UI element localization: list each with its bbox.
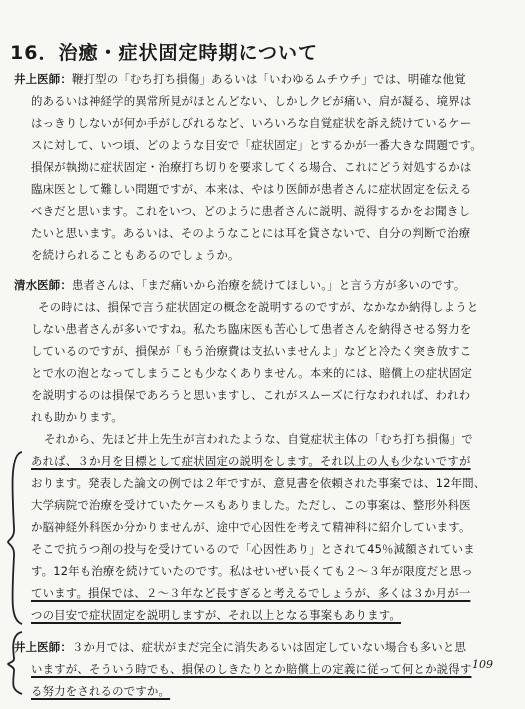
text-line: 損保が執拗に症状固定・治療打ち切りを要求してくる場合、これにどう対処するかは xyxy=(31,160,472,174)
text-line: スに対して、いつ頃、どのような目安で「症状固定」とするかが一番大きな問題です。 xyxy=(31,138,482,152)
handwritten-bracket-mark xyxy=(6,448,26,628)
text-line: 井上医師：鞭打型の「むち打ち損傷」あるいは「いわゆるムチウチ」では、明確な他覚 xyxy=(14,72,466,86)
text-line: べきだと思います。これをいつ、どのように患者さんに説明、説得するかをお聞きし xyxy=(31,204,471,218)
text-line: ています。損保では、２～３年など長すぎると考えるでしょうが、多くは３か月が一 xyxy=(31,586,471,600)
text-line: そこで抗うつ剤の投与を受けているので「心因性あり」とされて45％減額されていま xyxy=(31,542,475,556)
text-line: つの目安で症状固定を説明しますが、それ以上となる事案もあります。 xyxy=(31,608,401,622)
page-number: 109 xyxy=(472,658,493,671)
speaker-label: 井上医師： xyxy=(14,72,72,86)
text-line: はっきりしないが何か手がしびれるなど、いろいろな自覚症状を訴え続けているケー xyxy=(31,116,472,130)
speaker-label: 清水医師： xyxy=(14,278,72,292)
text-line: 清水医師：患者さんは、「まだ痛いから治療を続けてほしい。」と言う方が多いのです。 xyxy=(14,278,466,292)
handwritten-bracket-mark xyxy=(6,628,26,698)
text-line: たいと思います。あるいは、そのようなことには耳を貸さないで、自分の判断で治療 xyxy=(31,226,471,240)
speaker-label: 井上医師： xyxy=(14,640,72,654)
text-line: 井上医師：３か月では、症状がまだ完全に消失あるいは固定していない場合も多いと思 xyxy=(14,640,467,654)
text-line: あれば、３か月を目標として症状固定の説明をします。それ以上の人も少ないですが xyxy=(31,454,471,468)
section-title: 16．治癒・症状固定時期について xyxy=(10,42,319,64)
text-line: とで水の泡となってしまうことも少なくありません。本来的には、賠償上の症状固定 xyxy=(31,366,473,380)
text-line: る努力をされるのですか。 xyxy=(31,684,171,698)
text-line: それから、先ほど井上先生が言われたような、自覚症状主体の「むち打ち損傷」で xyxy=(44,432,473,446)
text-line: れも助かります。 xyxy=(31,410,123,424)
text-line: を説明するのは損保であろうと思いますし、これがスムーズに行なわれれば、われわ xyxy=(31,388,471,402)
text-line: しない患者さんが多いですね。私たち臨床医も苦心して患者さんを納得させる努力を xyxy=(31,322,472,336)
text-line: 臨床医として難しい問題ですが、本来は、やはり医師が患者さんに症状固定を伝える xyxy=(31,182,472,196)
text-line: しているのですが、損保が「もう治療費は支払いませんよ」などと冷たく突き放すこ xyxy=(31,344,472,358)
text-line: す。12年も治療を続けていたのです。私はせいぜい長くても２～３年が限度だと思っ xyxy=(31,564,473,578)
text-line: その時には、損保で言う症状固定の概念を説明するのですが、なかなか納得しようと xyxy=(38,300,479,314)
text-line: いますが、そういう時でも、損保のしきたりとか賠償上の定義に従って何とか説得す xyxy=(31,662,472,676)
text-line: 大学病院で治療を受けていたケースもありました。ただし、この事案は、整形外科医 xyxy=(31,498,471,512)
text-line: か脳神経外科医か分かりませんが、途中で心因性を考えて精神科に紹介しています。 xyxy=(31,520,471,534)
text-line: を続けられることもあるのでしょうか。 xyxy=(31,248,240,262)
text-line: おります。発表した論文の例では２年ですが、意見書を依頼された事案では、12年間、 xyxy=(31,476,486,490)
text-line: 的あるいは神経学的異常所見がほとんどない、しかしクビが痛い、肩が凝る、境界は xyxy=(31,94,472,108)
